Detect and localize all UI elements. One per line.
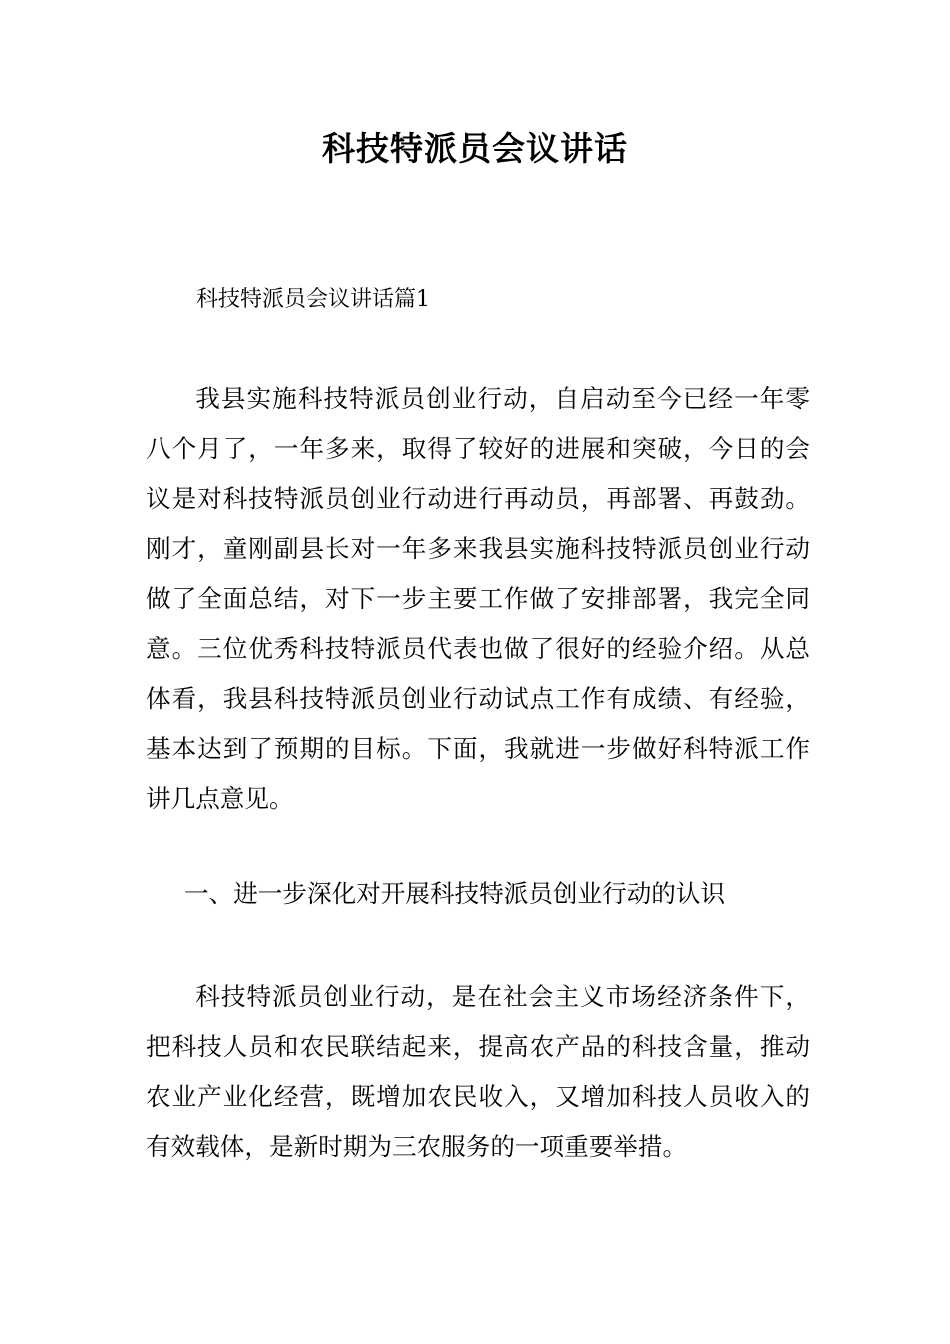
body-paragraph-1: 我县实施科技特派员创业行动，自启动至今已经一年零八个月了，一年多来，取得了较好的进展和突破，今日的会议是对科技特派员创业行动进行再动员，再部署、再鼓劲。刚才，童刚副县长对一年多来我县实施科技特派员创业行动做了全面总结，对下一步主要工作做了安排部署，我完全同意。三位优秀科技特派员代表也做了很好的经验介绍。从总体看，我县科技特派员创业行动试点工作有成绩、有经验，基本达到了预期的目标。下面，我就进一步做好科特派工作讲几点意见。	[146, 384, 810, 813]
document-subtitle: 科技特派员会议讲话篇1	[196, 287, 430, 312]
document-title: 科技特派员会议讲话	[322, 129, 628, 168]
body-paragraph-2: 科技特派员创业行动，是在社会主义市场经济条件下，把科技人员和农民联结起来，提高农产品的科技含量，推动农业产业化经营，既增加农民收入，又增加科技人员收入的有效载体，是新时期为三农服务的一项重要举措。	[146, 982, 810, 1161]
section-heading-1: 一、进一步深化对开展科技特派员创业行动的认识	[184, 879, 726, 908]
